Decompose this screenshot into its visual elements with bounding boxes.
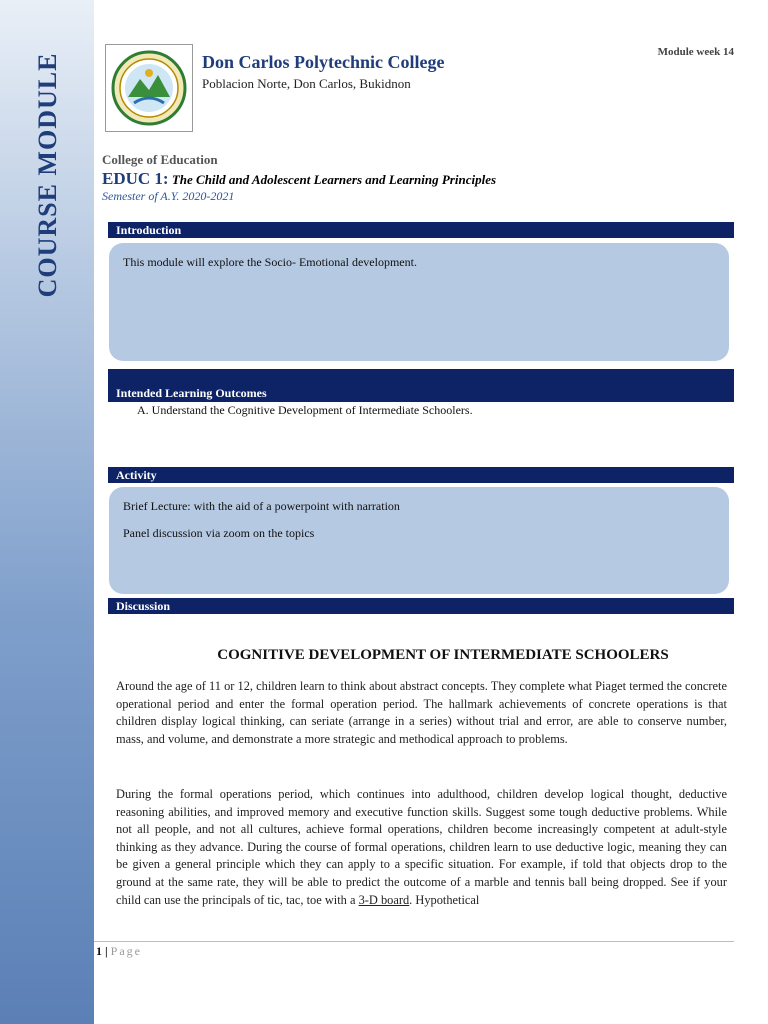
introduction-text: This module will explore the Socio- Emotional development. (123, 255, 417, 269)
page-footer (96, 944, 142, 959)
school-address: Poblacion Norte, Don Carlos, Bukidnon (202, 76, 411, 91)
outcomes-header: Intended Learning Outcomes (108, 369, 734, 402)
paragraph-2-tail: . Hypothetical (409, 892, 480, 907)
discussion-header: Discussion (108, 598, 734, 614)
activity-line: Brief Lecture: with the aid of a powerpoint with narration (123, 499, 400, 513)
page-number: 1 (96, 944, 102, 958)
outcome-item: A. Understand the Cognitive Development of Intermediate Schoolers. (137, 403, 473, 417)
footer-divider (94, 941, 734, 942)
college-seal-icon (105, 44, 193, 132)
semester-label: Semester of A.Y. 2020-2021 (102, 189, 235, 203)
school-name: Don Carlos Polytechnic College (202, 52, 445, 72)
discussion-paragraph-2 (116, 786, 727, 909)
3d-board-link[interactable]: 3-D board (358, 892, 410, 907)
activity-header: Activity (108, 467, 734, 483)
activity-line: Panel discussion via zoom on the topics (123, 526, 315, 540)
introduction-panel (109, 243, 729, 361)
page-separator: | (102, 944, 111, 958)
module-week-label: Module week 14 (657, 46, 734, 58)
activity-panel (109, 487, 729, 594)
course-title-line (102, 169, 496, 189)
course-code: EDUC 1: (102, 169, 169, 188)
paragraph-2-text: During the formal operations period, which continues into adulthood, children develop logical thought, deductive reasoning abilities, and improved memory and executive function skills. Suggest some tough deductive problems. While not all people, and not all cultures, achieve formal operations, children become increasingly competent at adult-style thinking as they advance. During the course of formal operations, children learn to use deductive logic, meaning they can be given a general principle which they can apply to a specific situation. For example, if told that objects drop to the ground at the same rate, they will be able to predict the outcome of a marble and tennis ball being dropped. See if your child can use the principals of tic, tac, toe with a (116, 787, 727, 907)
introduction-header: Introduction (108, 222, 734, 238)
course-name: The Child and Adolescent Learners and Learning Principles (171, 172, 497, 187)
college-name: College of Education (102, 152, 218, 167)
course-module-vertical-title: COURSE MODULE (33, 52, 62, 298)
discussion-title: COGNITIVE DEVELOPMENT OF INTERMEDIATE SCHOOLERS (217, 647, 669, 663)
discussion-paragraph-1: Around the age of 11 or 12, children learn to think about abstract concepts. They complete what Piaget termed the concrete operational period and enter the formal operation period. The hallmark achievements of concrete operations is that children display logical thinking, can seriate (arrange in a series) without trial and error, are able to conserve number, mass, and volume, and demonstrate a more strategic and methodical approach to problems. (116, 679, 727, 746)
page-word: Page (110, 944, 142, 958)
